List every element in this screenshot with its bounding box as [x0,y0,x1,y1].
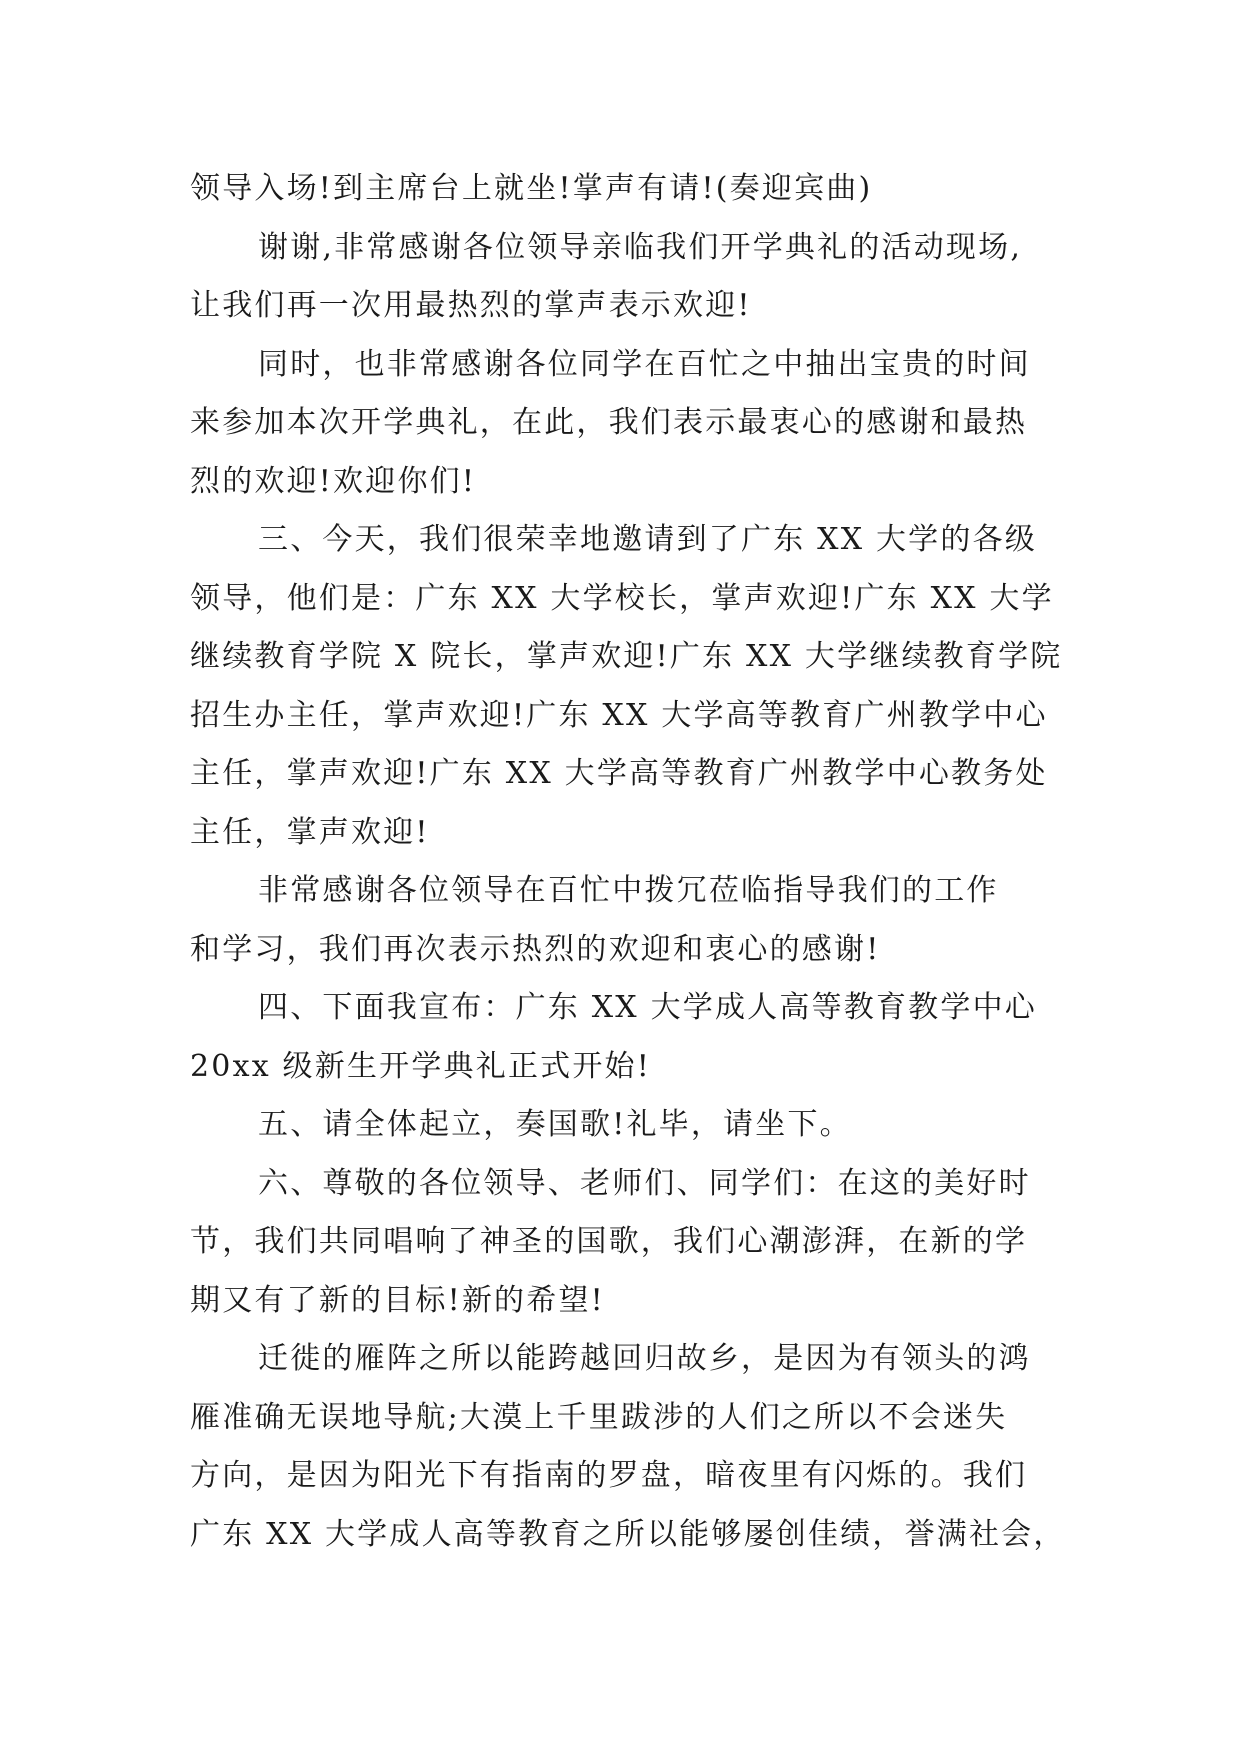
text-line: 继续教育学院 X 院长，掌声欢迎!广东 XX 大学继续教育学院 [190,639,1063,674]
text-line: 广东 XX 大学成人高等教育之所以能够屡创佳绩，誉满社会， [190,1516,1066,1552]
text-line: 招生办主任，掌声欢迎!广东 XX 大学高等教育广州教学中心 [190,697,1048,733]
paragraph-start-line: 迁徙的雁阵之所以能跨越回归故乡，是因为有领头的鸿 [258,1341,1031,1376]
document-body [190,160,1070,1564]
paragraph-start-line: 非常感谢各位领导在百忙中拨冗莅临指导我们的工作 [258,873,999,908]
text-line: 主任，掌声欢迎! [190,814,430,850]
text-line: 主任，掌声欢迎!广东 XX 大学高等教育广州教学中心教务处 [190,756,1048,791]
text-line: 来参加本次开学典礼，在此，我们表示最衷心的感谢和最热 [190,405,1028,440]
text-line: 节，我们共同唱响了神圣的国歌，我们心潮澎湃，在新的学 [190,1224,1028,1259]
text-line: 和学习，我们再次表示热烈的欢迎和衷心的感谢! [190,931,881,967]
text-line: 雁准确无误地导航;大漠上千里跋涉的人们之所以不会迷失 [190,1399,1008,1435]
text-line: 领导，他们是：广东 XX 大学校长，掌声欢迎!广东 XX 大学 [190,580,1054,616]
text-line: 领导入场!到主席台上就坐!掌声有请!(奏迎宾曲) [190,171,873,206]
paragraph-start-line: 四、下面我宣布：广东 XX 大学成人高等教育教学中心 [258,990,1037,1025]
text-line: 烈的欢迎!欢迎你们! [190,463,477,499]
paragraph-start-line: 三、今天，我们很荣幸地邀请到了广东 XX 大学的各级 [258,522,1037,557]
text-line: 20xx 级新生开学典礼正式开始! [190,1048,652,1084]
text-line: 方向，是因为阳光下有指南的罗盘，暗夜里有闪烁的。我们 [190,1458,1028,1493]
text-line: 期又有了新的目标!新的希望! [190,1282,605,1318]
paragraph-start-line: 五、请全体起立，奏国歌!礼毕，请坐下。 [258,1107,852,1142]
text-line: 让我们再一次用最热烈的掌声表示欢迎! [190,288,752,323]
paragraph-start-line: 同时，也非常感谢各位同学在百忙之中抽出宝贵的时间 [258,346,1031,382]
paragraph-start-line: 六、尊敬的各位领导、老师们、同学们：在这的美好时 [258,1165,1031,1201]
paragraph-start-line: 谢谢,非常感谢各位领导亲临我们开学典礼的活动现场, [258,229,1023,265]
